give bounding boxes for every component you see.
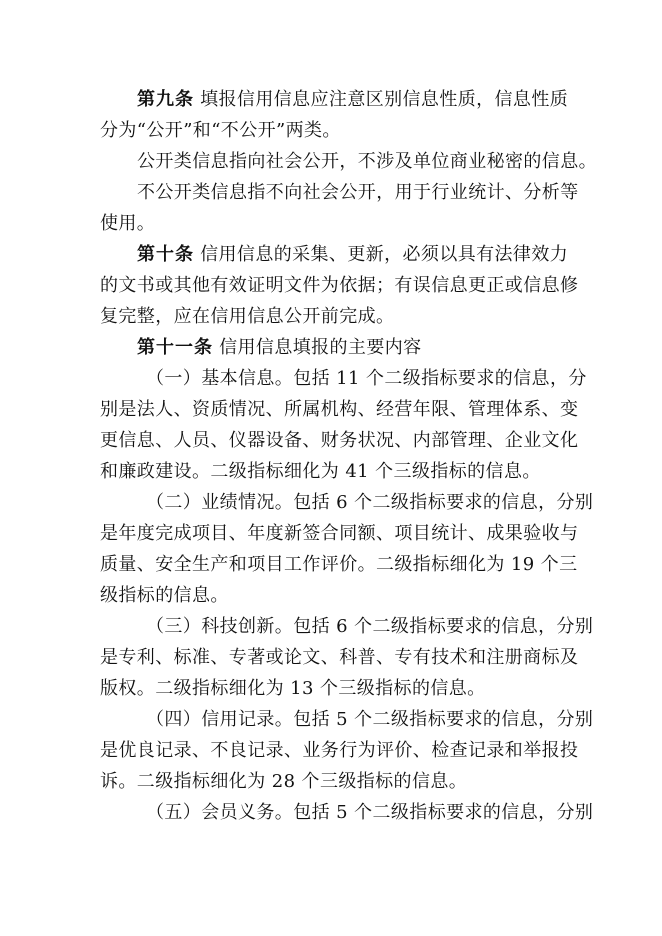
item2-line2: 是年度完成项目、年度新签合同额、项目统计、成果验收与: [100, 523, 579, 544]
item1-line1: （一）基本信息。包括 11 个二级指标要求的信息，分: [146, 368, 587, 389]
item4-line2: 是优良记录、不良记录、业务行为评价、检查记录和举报投: [100, 740, 579, 761]
article10-heading: 第十条: [137, 244, 194, 265]
item4-line3: 诉。二级指标细化为 28 个三级指标的信息。: [100, 771, 468, 792]
item3-line2: 是专利、标准、专著或论文、科普、专有技术和注册商标及: [100, 647, 579, 668]
article10-line2: 的文书或其他有效证明文件为依据；有误信息更正或信息修: [100, 275, 579, 296]
item1-line3: 更信息、人员、仪器设备、财务状况、内部管理、企业文化: [100, 430, 579, 451]
item1-line4: 和廉政建设。二级指标细化为 41 个三级指标的信息。: [100, 461, 541, 482]
item4-line1: （四）信用记录。包括 5 个二级指标要求的信息，分别: [146, 709, 594, 730]
article10-text: 信用信息的采集、更新，必须以具有法律效力: [200, 244, 569, 265]
article9-line2: 分为“公开”和“不公开”两类。: [100, 120, 341, 141]
article10-line1: [137, 243, 568, 267]
item2-line3: 质量、安全生产和项目工作评价。二级指标细化为 19 个三: [100, 554, 578, 575]
article9-line1: [137, 88, 568, 112]
item2-line4: 级指标的信息。: [100, 585, 229, 606]
article9-text: 填报信用信息应注意区别信息性质，信息性质: [200, 89, 569, 110]
article9-heading: 第九条: [137, 89, 194, 110]
item1-line2: 别是法人、资质情况、所属机构、经营年限、管理体系、变: [100, 399, 579, 420]
article9-line3: 公开类信息指向社会公开，不涉及单位商业秘密的信息。: [137, 151, 597, 172]
item3-line1: （三）科技创新。包括 6 个二级指标要求的信息，分别: [146, 616, 594, 637]
article9-line5: 使用。: [100, 213, 156, 234]
item3-line3: 版权。二级指标细化为 13 个三级指标的信息。: [100, 678, 486, 699]
article11-heading: 第十一条: [137, 337, 213, 358]
article11-line: [137, 336, 422, 360]
item2-line1: （二）业绩情况。包括 6 个二级指标要求的信息，分别: [146, 492, 594, 513]
item5-line1: （五）会员义务。包括 5 个二级指标要求的信息，分别: [146, 802, 594, 823]
article10-line3: 复完整，应在信用信息公开前完成。: [100, 306, 395, 327]
article9-line4: 不公开类信息指不向社会公开，用于行业统计、分析等: [137, 182, 579, 203]
article11-title: 信用信息填报的主要内容: [219, 337, 422, 358]
